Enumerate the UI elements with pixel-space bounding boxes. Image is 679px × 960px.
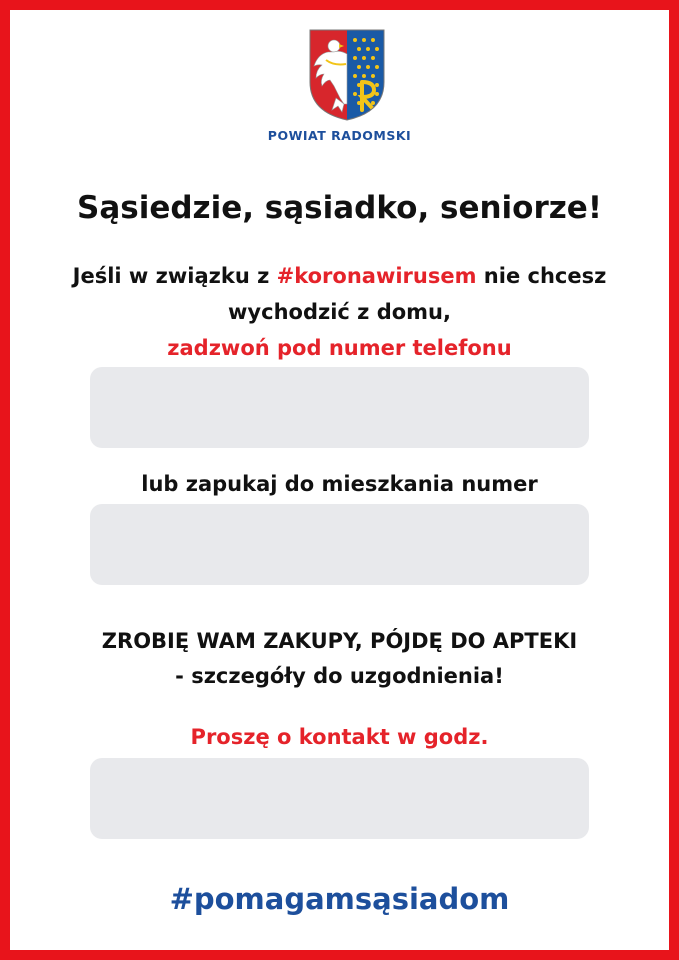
contact-hours-label: Proszę o kontakt w godz.: [190, 725, 489, 749]
org-name: POWIAT RADOMSKI: [267, 128, 412, 143]
call-to-action: zadzwoń pod numer telefonu: [167, 336, 512, 360]
apartment-number-field[interactable]: [90, 504, 589, 585]
knock-instruction: lub zapukaj do mieszkania numer: [141, 472, 538, 496]
phone-number-field[interactable]: [90, 367, 589, 448]
intro-line-1: [10, 264, 669, 288]
intro-hashtag: #koronawirusem: [276, 264, 477, 288]
offer-line-1: ZROBIĘ WAM ZAKUPY, PÓJDĘ DO APTEKI: [101, 629, 578, 653]
footer-hashtag: #pomagamsąsiadom: [169, 882, 510, 916]
intro-line-2: wychodzić z domu,: [228, 300, 451, 324]
offer-line-2: - szczegóły do uzgodnienia!: [175, 664, 504, 688]
intro-suffix: nie chcesz: [476, 264, 607, 288]
intro-prefix: Jeśli w związku z: [72, 264, 277, 288]
coat-of-arms-icon: [304, 24, 390, 124]
contact-hours-field[interactable]: [90, 758, 589, 839]
page-title: Sąsiedzie, sąsiadko, seniorze!: [77, 190, 602, 226]
